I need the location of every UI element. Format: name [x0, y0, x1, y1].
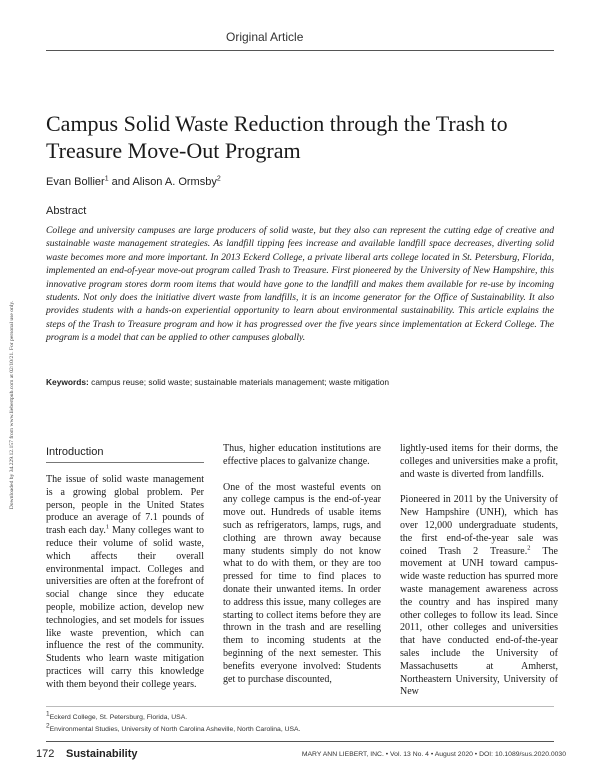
doi: DOI: 10.1089/sus.2020.0030 — [479, 751, 566, 758]
paragraph-text: Many colleges want to reduce their volume of solid waste, which affects their overall environmental impact. Colleges and universities are often at the forefront of social change since they educate people, mobilize action, develop new technologies, and set models for issues like waste prevention, which can influence the rest of the community. Students who learn waste mitigation practices will carry this knowledge with them beyond their college years. — [46, 525, 204, 690]
footnote — [46, 722, 301, 733]
author-name: Evan Bollier — [46, 176, 105, 188]
separator: • — [474, 751, 478, 758]
download-notice-text: Downloaded by 34.229.12.157 from www.liebertpub.com at 02/10/21. For personal use only. — [9, 300, 15, 510]
keywords-text: campus reuse; solid waste; sustainable materials management; waste mitigation — [91, 377, 390, 387]
paragraph — [46, 474, 204, 692]
paragraph-text: Pioneered in 2011 by the University of New Hampshire (UNH), which has over 12,000 undergraduate students, the first end-of-the-year sale was coined Trash 2 Treasure. — [400, 494, 558, 557]
footnote — [46, 710, 188, 721]
footnote-text: Eckerd College, St. Petersburg, Florida, USA. — [49, 714, 188, 721]
journal-name: Sustainability — [66, 748, 138, 760]
paragraph: Thus, higher education institutions are effective places to galvanize change. — [223, 443, 381, 467]
page-number: 172 — [36, 748, 55, 760]
introduction-divider — [46, 462, 204, 463]
introduction-heading: Introduction — [46, 446, 104, 458]
separator: • — [385, 751, 389, 758]
footnote-text: Environmental Studies, University of North Carolina Asheville, North Carolina, USA. — [49, 726, 301, 733]
author-affiliation-mark: 2 — [216, 175, 221, 183]
body-column-2 — [223, 443, 381, 686]
separator: • — [430, 751, 434, 758]
header-divider — [46, 50, 554, 51]
publication-info — [302, 751, 566, 758]
body-column-3 — [400, 443, 558, 699]
footer-divider — [46, 741, 554, 742]
paragraph: One of the most wasteful events on any college campus is the end-of-year move out. Hundreds of usable items such as refrigerators, lamps, rugs, and clothing are thrown away because many students simply do not know what to do with them, or they are too pressed for time to find places to donate their unwanted items. In order to address this issue, many colleges are starting to collect items before they are thrown in the trash and are reselling them to incoming students at the beginning of the next semester. This benefits everyone involved: Students get to purchase discounted, — [223, 481, 381, 685]
reference-mark: 1 — [105, 523, 110, 531]
publisher: MARY ANN LIEBERT, INC. — [301, 751, 384, 758]
paragraph-text: The issue of solid waste management is a growing global problem. Per person, people in the United States produce an average of 7.1 pounds of trash each day. — [46, 474, 204, 537]
issue-date: August 2020 — [434, 751, 473, 758]
paragraph: lightly-used items for their dorms, the colleges and universities make a profit, and waste is diverted from landfills. — [400, 443, 558, 480]
article-title: Campus Solid Waste Reduction through the Trash to Treasure Move-Out Program — [46, 111, 508, 163]
issue: No. 4 — [412, 751, 429, 758]
author-name: Alison A. Ormsby — [132, 176, 217, 188]
author-list — [46, 176, 221, 188]
author-joiner: and — [108, 176, 133, 188]
keywords-label: Keywords: — [46, 377, 89, 387]
footnote-divider — [46, 706, 554, 707]
paragraph-text: The movement at UNH toward campus-wide waste reduction has spurred more waste management awareness across the country and has inspired many other colleges to follow its lead. Since 2011, other colleges and universities that have conducted end-of-the-year sales include the University of Massachusetts at Amherst, Northeastern University, University of New — [400, 545, 558, 698]
reference-mark: 2 — [527, 544, 531, 552]
abstract-body: College and university campuses are large producers of solid waste, but they also can represent the cutting edge of creative and sustainable waste management strategies. As landfill tipping fees increase and available landfill space decreases, diverting solid waste becomes more and more important. In 2013 Eckerd College, a private liberal arts college located in St. Petersburg, Florida, implemented an end-of-year move-out program called Trash to Treasure. First pioneered by the University of New Hampshire, this innovative program stores dorm room items that would have gone to the landfill and makes them available for re-use by incoming students. Not only does the initiative divert waste from landfills, it is an income generator for the Office of Sustainability. It also provides students with a hands-on experiential opportunity to learn about environmental sustainability. This article explains the steps of the Trash to Treasure program and how it has progressed over the five years since implementation at Eckerd College. The program is a model that can be applied to other campuses globally. — [46, 225, 554, 344]
abstract-heading: Abstract — [46, 205, 87, 217]
article-type-label: Original Article — [226, 30, 304, 44]
paragraph — [400, 494, 558, 699]
volume: Vol. 13 — [390, 751, 411, 758]
footnote-mark: 1 — [46, 710, 50, 718]
author-affiliation-mark: 1 — [104, 175, 109, 183]
body-column-1 — [46, 474, 204, 692]
download-notice — [5, 240, 19, 570]
footnote-mark: 2 — [46, 722, 50, 730]
keywords — [46, 377, 554, 387]
